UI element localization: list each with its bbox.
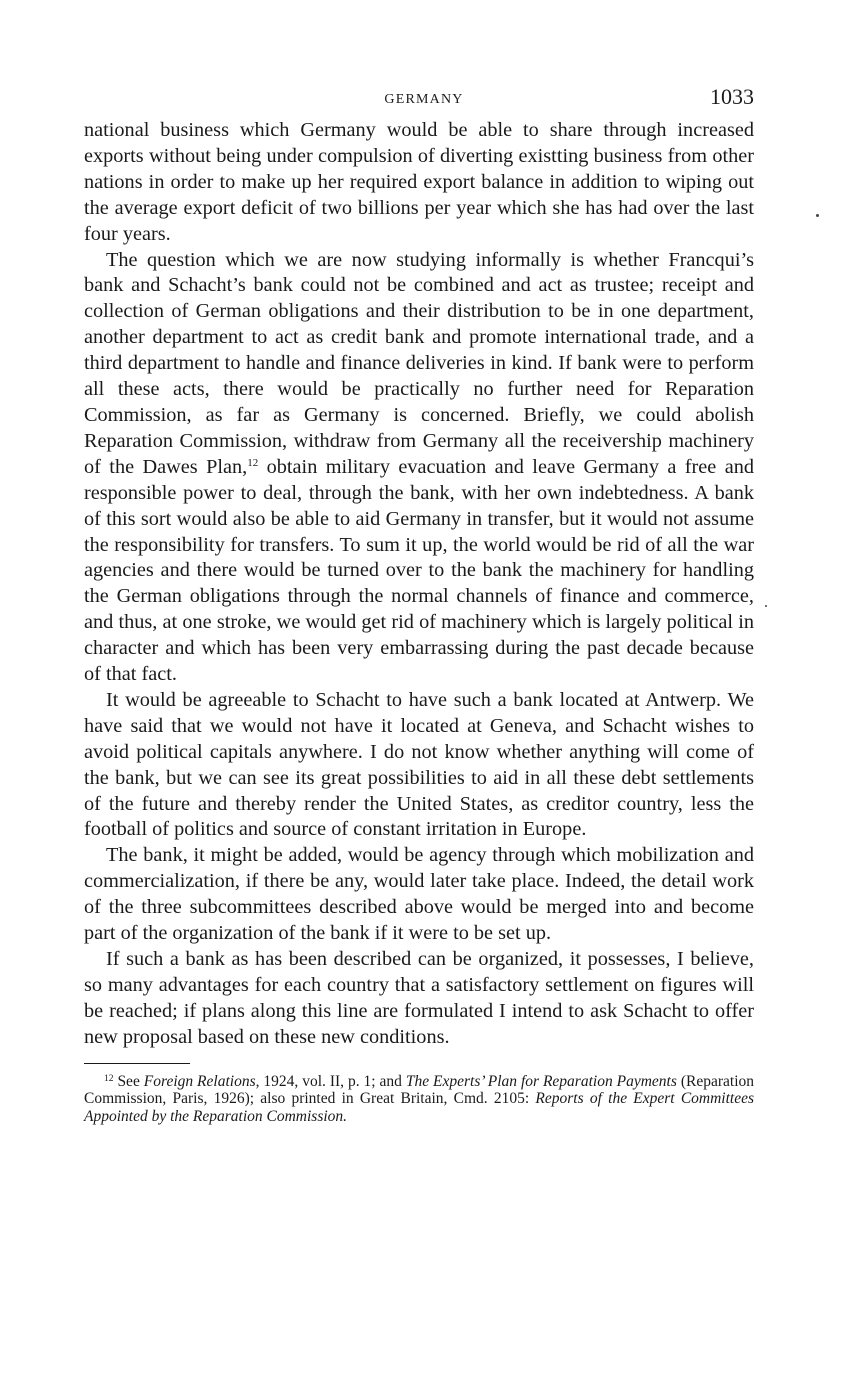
paragraph-agency: The bank, it might be added, would be agency through which mobilization and commercialization, if there be any, would later take place. Indeed, the detail work of the three subcommittees described above would be merged into and become part of the organization of the bank if it were to be set up. (84, 844, 754, 945)
footnote (84, 1073, 754, 1126)
scan-speck (816, 214, 819, 217)
footnote-reference: 12 (247, 456, 259, 469)
running-title: GERMANY (384, 92, 464, 107)
running-head (84, 82, 754, 118)
footnote-divider (84, 1063, 190, 1064)
paragraph-bank-question (84, 248, 754, 688)
paragraph-text: obtain military evacuation and leave Germany a free and responsible power to deal, through the bank, with her own indebtedness. A bank of this sort would also be able to aid Germany in transfer, but it would not assume the responsibility for transfers. To sum it up, the world would be rid of all the war agencies and there would be turned over to the bank the machinery for handling the German obligations through the normal channels of finance and commerce, and thus, at one stroke, we would get rid of machinery which is largely political in character and which has been very embarrassing during the past decade because of that fact. (84, 455, 754, 686)
paragraph-text: The question which we are now studying informally is whether Francqui’s bank and Schacht’s bank could not be combined and act as trustee; receipt and collection of German obligations and their distribution to be in one department, another department to act as credit bank and promote international trade, and a third department to handle and finance deliveries in kind. If bank were to perform all these acts, there would be practically no further need for Reparation Commission, as far as Germany is concerned. Briefly, we could abolish Reparation Commission, withdraw from Germany all the receivership machinery of the Dawes Plan, (84, 248, 754, 478)
footnote-text: (Reparation Commission, Paris, 1926); also printed in Great Britain, Cmd. 2105: (84, 1072, 755, 1108)
scan-speck (765, 605, 767, 607)
paragraph-continued: national business which Germany would be able to share through increased exports without being under compulsion of diverting existting business from other nations in order to make up her required export balance in addition to wiping out the average export deficit of two billions per year which she has had over the last four years. (84, 119, 754, 245)
body-text (84, 118, 754, 1051)
footnote-title: Reports of the Expert Committees Appointed by the Reparation Commission. (84, 1090, 755, 1126)
footnote-title: Foreign Relations (143, 1072, 256, 1090)
document-page (84, 82, 754, 1126)
page-number: 1033 (710, 84, 754, 109)
footnote-text: , 1924, vol. II, p. 1; and (255, 1072, 402, 1090)
paragraph-conclusion: If such a bank as has been described can be organized, it possesses, I believe, so many advantages for each country that a satisfactory settlement on figures will be reached; if plans along this line are formulated I intend to ask Schacht to offer new proposal based on these new conditions. (84, 948, 754, 1048)
footnote-title: The Experts’ Plan for Reparation Payments (405, 1072, 677, 1090)
footnote-marker: 12 (104, 1073, 114, 1084)
footnote-see: See (117, 1072, 140, 1090)
paragraph-antwerp: It would be agreeable to Schacht to have such a bank located at Antwerp. We have said that we would not have it located at Geneva, and Schacht wishes to avoid political capitals anywhere. I do not know whether anything will come of the bank, but we can see its great possibilities to aid in all these debt settlements of the future and thereby render the United States, as creditor country, less the football of politics and source of constant irritation in Europe. (84, 688, 754, 841)
